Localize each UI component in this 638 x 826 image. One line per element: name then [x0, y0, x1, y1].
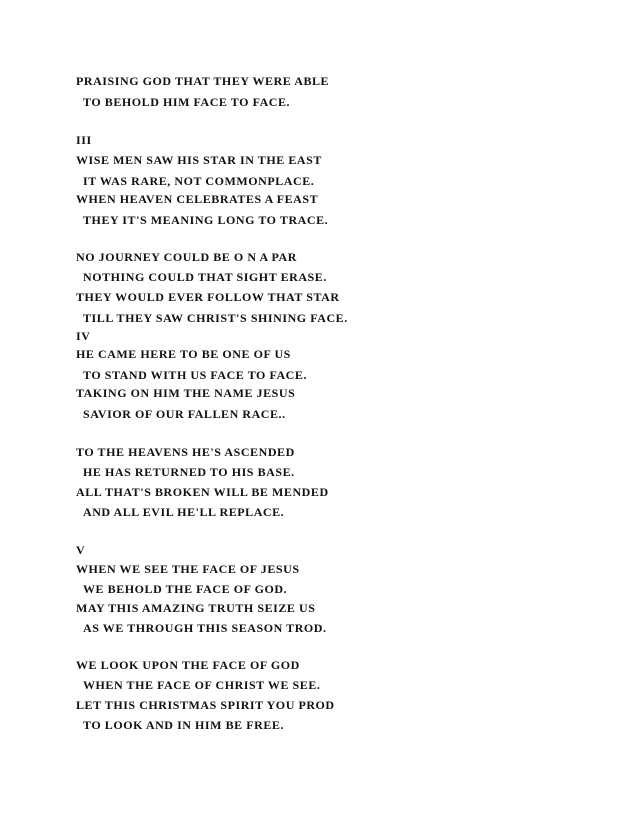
verse-line: TO LOOK AND IN HIM BE FREE. [83, 718, 284, 732]
verse-line: HE HAS RETURNED TO HIS BASE. [83, 465, 295, 479]
verse-line: NO JOURNEY COULD BE O N A PAR [76, 250, 297, 264]
verse-line: HE CAME HERE TO BE ONE OF US [76, 347, 291, 361]
verse-line: WHEN HEAVEN CELEBRATES A FEAST [76, 192, 319, 206]
verse-line: THEY WOULD EVER FOLLOW THAT STAR [76, 290, 340, 304]
verse-line: TO STAND WITH US FACE TO FACE. [83, 368, 307, 382]
verse-line: TILL THEY SAW CHRIST'S SHINING FACE. [83, 311, 348, 325]
verse-line: WE LOOK UPON THE FACE OF GOD [76, 658, 300, 672]
section-numeral: IV [76, 329, 91, 343]
verse-line: MAY THIS AMAZING TRUTH SEIZE US [76, 601, 316, 615]
verse-line: WE BEHOLD THE FACE OF GOD. [83, 582, 288, 596]
verse-line: AND ALL EVIL HE'LL REPLACE. [83, 505, 285, 519]
verse-line: WHEN WE SEE THE FACE OF JESUS [76, 562, 300, 576]
verse-line: WHEN THE FACE OF CHRIST WE SEE. [83, 678, 321, 692]
verse-line: NOTHING COULD THAT SIGHT ERASE. [83, 270, 327, 284]
verse-line: IT WAS RARE, NOT COMMONPLACE. [83, 174, 315, 188]
verse-line: ALL THAT'S BROKEN WILL BE MENDED [76, 485, 329, 499]
verse-line: AS WE THROUGH THIS SEASON TROD. [83, 621, 327, 635]
verse-line: TO THE HEAVENS HE'S ASCENDED [76, 445, 295, 459]
verse-line: LET THIS CHRISTMAS SPIRIT YOU PROD [76, 698, 335, 712]
verse-line: TO BEHOLD HIM FACE TO FACE. [83, 95, 291, 109]
verse-line: WISE MEN SAW HIS STAR IN THE EAST [76, 153, 322, 167]
verse-line: PRAISING GOD THAT THEY WERE ABLE [76, 74, 330, 88]
verse-line: SAVIOR OF OUR FALLEN RACE.. [83, 407, 286, 421]
section-numeral: V [76, 543, 86, 557]
verse-line: TAKING ON HIM THE NAME JESUS [76, 386, 296, 400]
verse-line: THEY IT'S MEANING LONG TO TRACE. [83, 213, 329, 227]
section-numeral: III [76, 133, 92, 147]
